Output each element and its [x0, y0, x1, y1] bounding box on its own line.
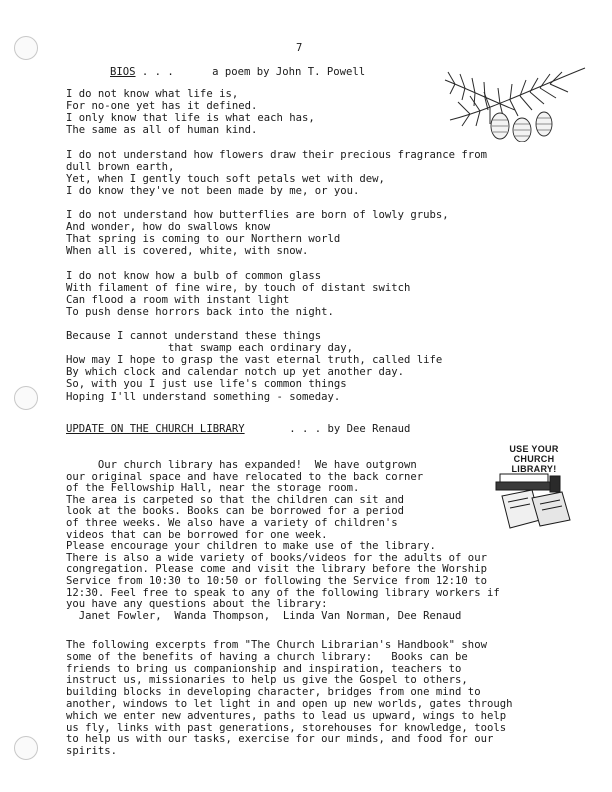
poem-line: that swamp each ordinary day,	[66, 342, 354, 355]
poem-line: When all is covered, white, with snow.	[66, 245, 309, 258]
poem-line: I do not know what life is,	[66, 88, 239, 100]
poem-line: I do not understand how butterflies are born of lowly grubs,	[66, 209, 449, 221]
library-text-line: us fly, links with past generations, storehouses for knowledge, tools	[66, 721, 507, 734]
poem-line: That spring is coming to our Northern world	[66, 233, 341, 246]
poem-line: The same as all of human kind.	[66, 124, 258, 137]
poem-line: I only know that life is what each has,	[66, 112, 315, 125]
library-text-line: friends to bring us companionship and inspiration, teachers to	[66, 662, 462, 675]
poem-title: BIOS	[110, 66, 136, 78]
poem-line: By which clock and calendar notch up yet another day.	[66, 366, 405, 379]
poem-line: Yet, when I gently touch soft petals wet with dew,	[66, 172, 385, 185]
library-text-line: spirits.	[66, 745, 118, 758]
library-text-line: our original space and have relocated to the back corner	[66, 470, 424, 483]
library-text-line: Janet Fowler, Wanda Thompson, Linda Van Norman, Dee Renaud	[66, 609, 462, 622]
library-text-line: Our church library has expanded! We have outgrown	[66, 459, 417, 471]
library-text-line: look at the books. Books can be borrowed for a period	[66, 505, 405, 518]
pine-branch-illustration	[440, 50, 590, 142]
library-text-line: Service from 10:30 to 10:50 or following the Service from 12:10 to	[66, 575, 487, 587]
library-text-line: instruct us, missionaries to help us give the Gospel to others,	[66, 674, 468, 687]
poem-line: With filament of fine wire, by touch of distant switch	[66, 281, 411, 294]
library-heading-row	[66, 423, 410, 435]
library-text-line: Please encourage your children to make use of the library.	[66, 540, 436, 553]
poem-line: I do know they've not been made by me, or you.	[66, 184, 360, 197]
library-text-line: to help us with our tasks, exercise for our minds, and food for our	[66, 733, 494, 746]
poem-title-dots: . . .	[141, 66, 174, 78]
poem-line: To push dense horrors back into the night.	[66, 305, 334, 318]
punch-hole-bottom	[14, 736, 38, 760]
poem-line: I do not understand how flowers draw their precious fragrance from	[66, 148, 487, 161]
poem-title-row	[110, 66, 365, 78]
library-text-line: which we enter new adventures, paths to lead us upward, wings to help	[66, 709, 507, 722]
library-graphic-caption-line: LIBRARY!	[511, 464, 557, 474]
library-text-line: of the Fellowship Hall, near the storage room.	[66, 482, 360, 495]
poem-byline: a poem by John T. Powell	[212, 66, 366, 78]
library-text-line: There is also a wide variety of books/videos for the adults of our	[66, 551, 487, 564]
punch-hole-top	[14, 36, 38, 60]
library-text-line: The following excerpts from "The Church Librarian's Handbook" show	[66, 639, 487, 651]
poem-line: Can flood a room with instant light	[66, 293, 290, 306]
poem-line: I do not know how a bulb of common glass	[66, 269, 322, 282]
poem-line: Because I cannot understand these things	[66, 330, 322, 342]
library-graphic-caption-line: USE YOUR	[509, 444, 559, 454]
library-text-line: you have any questions about the library:	[66, 598, 328, 611]
poem-line: How may I hope to grasp the vast eternal truth, called life	[66, 354, 443, 367]
poem-line: For no-one yet has it defined.	[66, 100, 258, 113]
poem-line: So, with you I just use life's common things	[66, 378, 347, 391]
library-text-line: of three weeks. We also have a variety of children's	[66, 517, 398, 529]
library-text-line: videos that can be borrowed for one week.	[66, 528, 328, 541]
books-illustration	[488, 472, 580, 534]
library-text-line: The area is carpeted so that the children can sit and	[66, 493, 405, 506]
library-text-line: some of the benefits of having a church library: Books can be	[66, 650, 468, 663]
library-heading: UPDATE ON THE CHURCH LIBRARY	[66, 423, 245, 435]
library-text-line: another, windows to let light in and open up new worlds, gates through	[66, 698, 513, 710]
poem-line: Hoping I'll understand something - someday.	[66, 390, 341, 403]
punch-hole-middle	[14, 386, 38, 410]
library-byline: . . . by Dee Renaud	[289, 423, 411, 435]
library-graphic-caption	[488, 444, 580, 474]
library-graphic-caption-line: CHURCH	[513, 454, 555, 464]
library-text-line: congregation. Please come and visit the library before the Worship	[66, 563, 487, 576]
page-number: 7	[296, 42, 303, 54]
library-text-line: building blocks in developing character, bridges from one mind to	[66, 686, 481, 699]
poem-line: dull brown earth,	[66, 160, 175, 173]
library-text-line: 12:30. Feel free to speak to any of the following library workers if	[66, 586, 500, 599]
use-your-church-library-graphic	[488, 444, 580, 536]
poem-line: And wonder, how do swallows know	[66, 221, 271, 234]
